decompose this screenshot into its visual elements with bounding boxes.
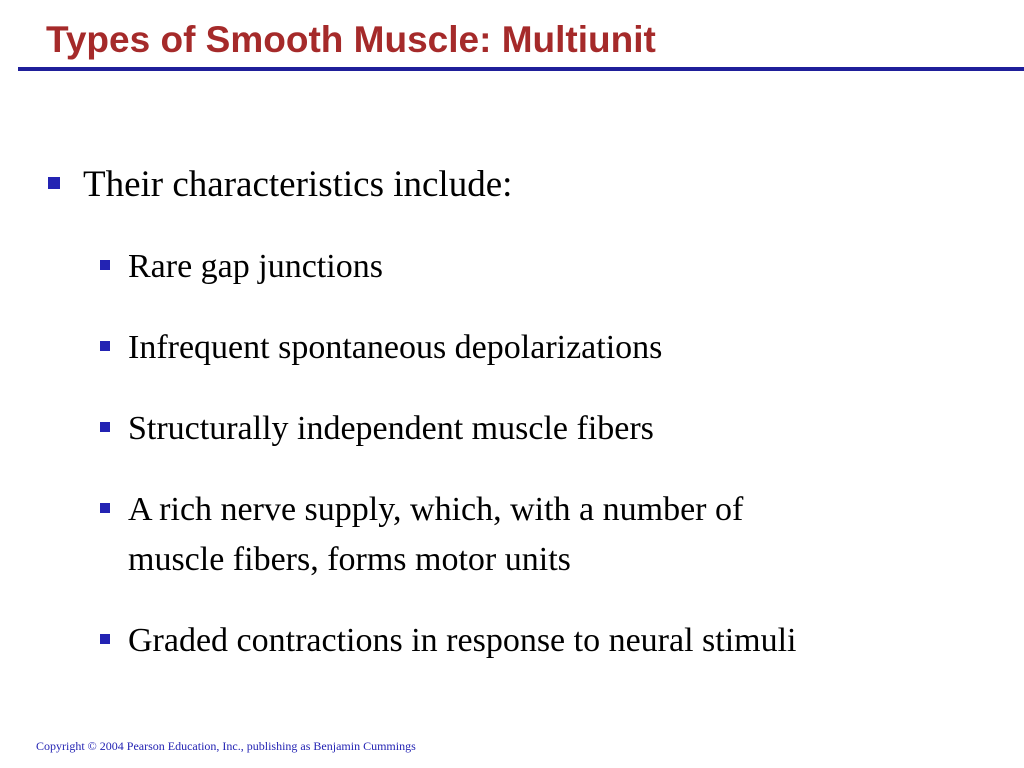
sub-bullet-text: Rare gap junctions xyxy=(128,248,383,285)
sub-bullet-text-continuation: muscle fibers, forms motor units xyxy=(128,541,571,578)
slide-title: Types of Smooth Muscle: Multiunit xyxy=(46,19,656,60)
square-bullet-icon xyxy=(100,634,110,644)
square-bullet-icon xyxy=(100,260,110,270)
bullet-text: Their characteristics include: xyxy=(83,164,513,205)
square-bullet-icon xyxy=(48,177,60,189)
sub-bullet-text: Infrequent spontaneous depolarizations xyxy=(128,329,663,366)
square-bullet-icon xyxy=(100,341,110,351)
square-bullet-icon xyxy=(100,503,110,513)
sub-bullet-text: Graded contractions in response to neural stimuli xyxy=(128,622,797,659)
copyright-footer: Copyright © 2004 Pearson Education, Inc., publishing as Benjamin Cummings xyxy=(36,739,416,753)
sub-bullet-text: Structurally independent muscle fibers xyxy=(128,410,654,447)
sub-bullet-text: A rich nerve supply, which, with a number of xyxy=(128,491,744,528)
square-bullet-icon xyxy=(100,422,110,432)
